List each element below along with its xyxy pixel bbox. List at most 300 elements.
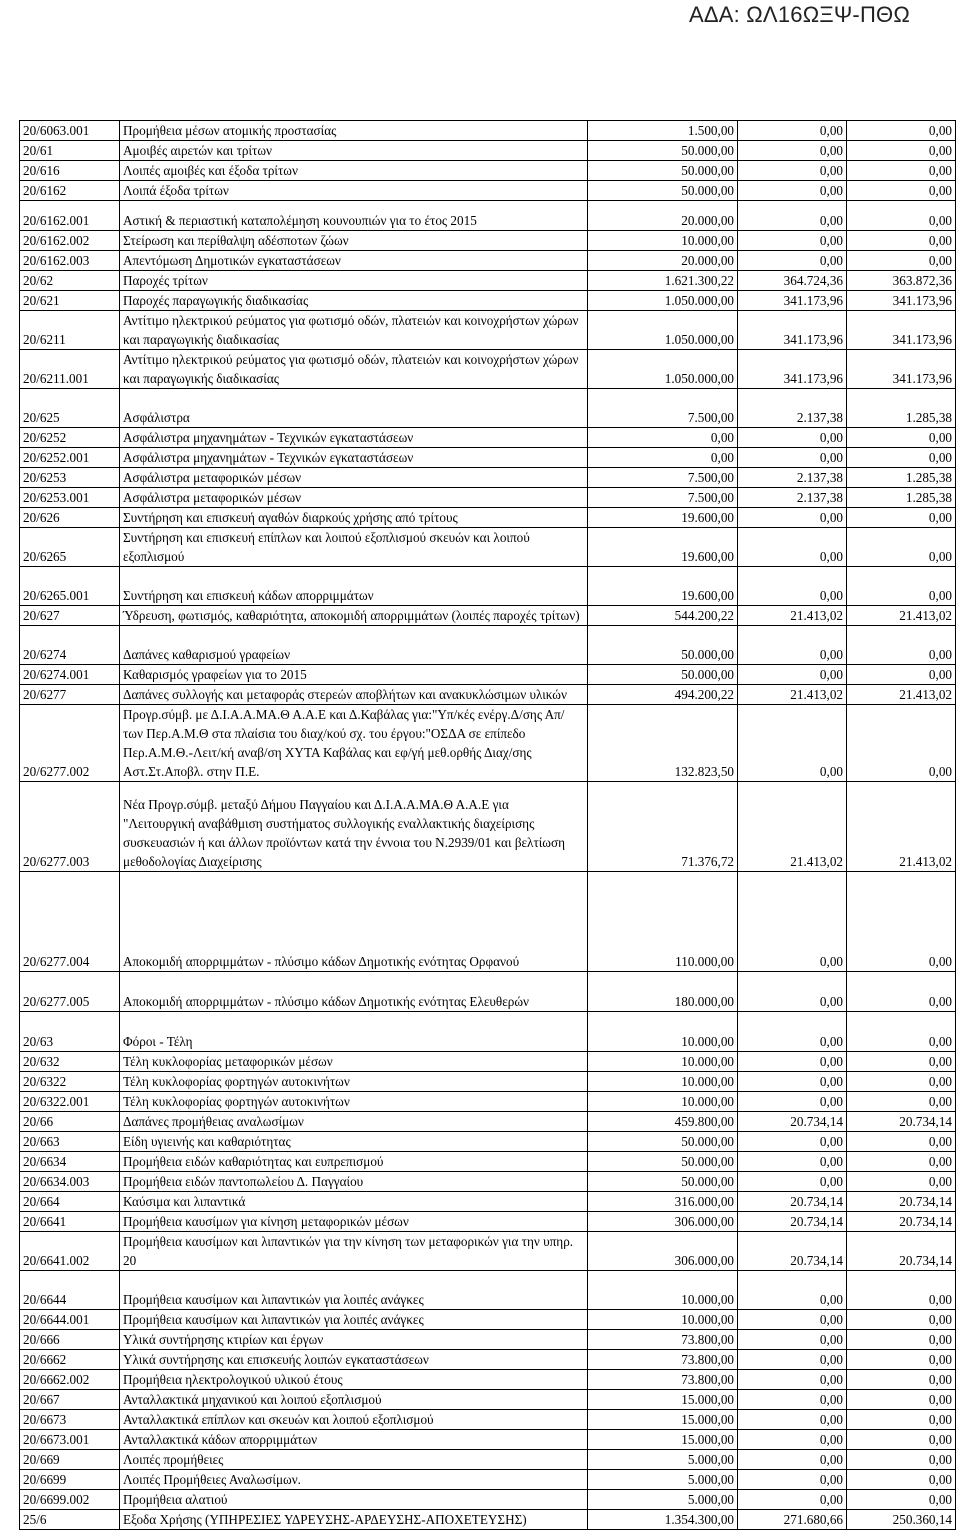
account-description: Εξοδα Χρήσης (ΥΠΗΡΕΣΙΕΣ ΥΔΡΕΥΣΗΣ-ΑΡΔΕΥΣΗΣ-ΑΠΟΧΕΤΕΥΣΗΣ) bbox=[120, 1510, 588, 1530]
budget-amount: 1.354.300,00 bbox=[588, 1510, 738, 1530]
budget-amount: 20.000,00 bbox=[588, 201, 738, 231]
account-code: 20/626 bbox=[20, 508, 120, 528]
committed-amount: 0,00 bbox=[738, 1350, 847, 1370]
budget-amount: 5.000,00 bbox=[588, 1450, 738, 1470]
account-code: 20/627 bbox=[20, 606, 120, 626]
committed-amount: 341.173,96 bbox=[738, 350, 847, 389]
account-description: Προμήθεια αλατιού bbox=[120, 1490, 588, 1510]
table-row bbox=[20, 1410, 956, 1430]
paid-amount: 0,00 bbox=[847, 626, 956, 665]
account-description: Παροχές παραγωγικής διαδικασίας bbox=[120, 291, 588, 311]
budget-amount: 1.050.000,00 bbox=[588, 350, 738, 389]
budget-amount: 15.000,00 bbox=[588, 1430, 738, 1450]
paid-amount: 0,00 bbox=[847, 1430, 956, 1450]
table-row bbox=[20, 1490, 956, 1510]
table-row bbox=[20, 291, 956, 311]
account-description: Αμοιβές αιρετών και τρίτων bbox=[120, 141, 588, 161]
budget-amount: 1.621.300,22 bbox=[588, 271, 738, 291]
table-row bbox=[20, 1152, 956, 1172]
committed-amount: 0,00 bbox=[738, 626, 847, 665]
budget-amount: 7.500,00 bbox=[588, 389, 738, 428]
paid-amount: 0,00 bbox=[847, 1271, 956, 1310]
budget-table-body bbox=[20, 121, 956, 1530]
account-code: 20/6253.001 bbox=[20, 488, 120, 508]
table-row bbox=[20, 201, 956, 231]
table-row bbox=[20, 121, 956, 141]
committed-amount: 21.413,02 bbox=[738, 685, 847, 705]
account-description: Αποκομιδή απορριμμάτων - πλύσιμο κάδων Δημοτικής ενότητας Ορφανού bbox=[120, 872, 588, 972]
committed-amount: 0,00 bbox=[738, 1330, 847, 1350]
account-code: 20/669 bbox=[20, 1450, 120, 1470]
account-code: 20/667 bbox=[20, 1390, 120, 1410]
account-code: 20/6063.001 bbox=[20, 121, 120, 141]
paid-amount: 0,00 bbox=[847, 705, 956, 782]
table-row bbox=[20, 389, 956, 428]
account-code: 20/66 bbox=[20, 1112, 120, 1132]
paid-amount: 0,00 bbox=[847, 1390, 956, 1410]
committed-amount: 0,00 bbox=[738, 1172, 847, 1192]
table-row bbox=[20, 1232, 956, 1271]
account-code: 20/6634 bbox=[20, 1152, 120, 1172]
paid-amount: 0,00 bbox=[847, 1350, 956, 1370]
committed-amount: 0,00 bbox=[738, 1012, 847, 1052]
budget-amount: 10.000,00 bbox=[588, 1271, 738, 1310]
budget-amount: 20.000,00 bbox=[588, 251, 738, 271]
table-row bbox=[20, 1370, 956, 1390]
committed-amount: 364.724,36 bbox=[738, 271, 847, 291]
account-code: 20/6274.001 bbox=[20, 665, 120, 685]
account-code: 20/6211 bbox=[20, 311, 120, 350]
table-row bbox=[20, 1072, 956, 1092]
table-row bbox=[20, 161, 956, 181]
committed-amount: 0,00 bbox=[738, 1052, 847, 1072]
committed-amount: 21.413,02 bbox=[738, 782, 847, 872]
table-row bbox=[20, 311, 956, 350]
account-code: 20/62 bbox=[20, 271, 120, 291]
account-code: 20/6634.003 bbox=[20, 1172, 120, 1192]
paid-amount: 0,00 bbox=[847, 161, 956, 181]
account-code: 20/6274 bbox=[20, 626, 120, 665]
committed-amount: 0,00 bbox=[738, 121, 847, 141]
table-row bbox=[20, 141, 956, 161]
account-code: 20/6252.001 bbox=[20, 448, 120, 468]
table-row bbox=[20, 350, 956, 389]
budget-amount: 132.823,50 bbox=[588, 705, 738, 782]
committed-amount: 271.680,66 bbox=[738, 1510, 847, 1530]
account-description: Αποκομιδή απορριμμάτων - πλύσιμο κάδων Δημοτικής ενότητας Ελευθερών bbox=[120, 972, 588, 1012]
committed-amount: 0,00 bbox=[738, 251, 847, 271]
paid-amount: 0,00 bbox=[847, 1310, 956, 1330]
account-description: Δαπάνες προμήθειας αναλωσίμων bbox=[120, 1112, 588, 1132]
account-code: 20/6644 bbox=[20, 1271, 120, 1310]
budget-amount: 459.800,00 bbox=[588, 1112, 738, 1132]
budget-amount: 50.000,00 bbox=[588, 626, 738, 665]
budget-amount: 0,00 bbox=[588, 448, 738, 468]
paid-amount: 0,00 bbox=[847, 1410, 956, 1430]
account-description: Τέλη κυκλοφορίας φορτηγών αυτοκινήτων bbox=[120, 1072, 588, 1092]
table-row bbox=[20, 972, 956, 1012]
committed-amount: 0,00 bbox=[738, 1490, 847, 1510]
account-code: 20/6277 bbox=[20, 685, 120, 705]
budget-amount: 71.376,72 bbox=[588, 782, 738, 872]
account-description: Τέλη κυκλοφορίας μεταφορικών μέσων bbox=[120, 1052, 588, 1072]
budget-amount: 73.800,00 bbox=[588, 1350, 738, 1370]
account-description: Παροχές τρίτων bbox=[120, 271, 588, 291]
committed-amount: 0,00 bbox=[738, 141, 847, 161]
paid-amount: 20.734,14 bbox=[847, 1112, 956, 1132]
committed-amount: 0,00 bbox=[738, 428, 847, 448]
account-description: Αστική & περιαστική καταπολέμηση κουνουπιών για το έτος 2015 bbox=[120, 201, 588, 231]
paid-amount: 0,00 bbox=[847, 508, 956, 528]
paid-amount: 0,00 bbox=[847, 231, 956, 251]
paid-amount: 0,00 bbox=[847, 1052, 956, 1072]
table-row bbox=[20, 1350, 956, 1370]
account-description: Προμήθεια καυσίμων για κίνηση μεταφορικών μέσων bbox=[120, 1212, 588, 1232]
committed-amount: 2.137,38 bbox=[738, 488, 847, 508]
paid-amount: 0,00 bbox=[847, 1132, 956, 1152]
budget-amount: 1.050.000,00 bbox=[588, 311, 738, 350]
account-code: 20/6277.004 bbox=[20, 872, 120, 972]
table-row bbox=[20, 1450, 956, 1470]
committed-amount: 0,00 bbox=[738, 705, 847, 782]
budget-amount: 19.600,00 bbox=[588, 508, 738, 528]
table-row bbox=[20, 872, 956, 972]
table-row bbox=[20, 1172, 956, 1192]
committed-amount: 341.173,96 bbox=[738, 311, 847, 350]
account-code: 20/625 bbox=[20, 389, 120, 428]
account-description: Προμήθεια μέσων ατομικής προστασίας bbox=[120, 121, 588, 141]
account-code: 20/666 bbox=[20, 1330, 120, 1350]
committed-amount: 0,00 bbox=[738, 231, 847, 251]
account-code: 20/6673 bbox=[20, 1410, 120, 1430]
committed-amount: 0,00 bbox=[738, 972, 847, 1012]
budget-amount: 50.000,00 bbox=[588, 665, 738, 685]
account-code: 20/6322 bbox=[20, 1072, 120, 1092]
paid-amount: 1.285,38 bbox=[847, 468, 956, 488]
paid-amount: 341.173,96 bbox=[847, 291, 956, 311]
account-code: 20/61 bbox=[20, 141, 120, 161]
table-row bbox=[20, 1510, 956, 1530]
account-description: Προμήθεια καυσίμων και λιπαντικών για την κίνηση των μεταφορικών για την υπηρ. 20 bbox=[120, 1232, 588, 1271]
budget-amount: 5.000,00 bbox=[588, 1470, 738, 1490]
committed-amount: 0,00 bbox=[738, 1092, 847, 1112]
paid-amount: 341.173,96 bbox=[847, 350, 956, 389]
budget-amount: 180.000,00 bbox=[588, 972, 738, 1012]
committed-amount: 0,00 bbox=[738, 1450, 847, 1470]
paid-amount: 0,00 bbox=[847, 428, 956, 448]
account-description: Λοιπές προμήθειες bbox=[120, 1450, 588, 1470]
paid-amount: 1.285,38 bbox=[847, 488, 956, 508]
table-row bbox=[20, 606, 956, 626]
account-description: Λοιπές αμοιβές και έξοδα τρίτων bbox=[120, 161, 588, 181]
budget-amount: 1.050.000,00 bbox=[588, 291, 738, 311]
budget-amount: 10.000,00 bbox=[588, 1012, 738, 1052]
account-description: Ύδρευση, φωτισμός, καθαριότητα, αποκομιδή απορριμμάτων (λοιπές παροχές τρίτων) bbox=[120, 606, 588, 626]
paid-amount: 21.413,02 bbox=[847, 685, 956, 705]
budget-amount: 50.000,00 bbox=[588, 1172, 738, 1192]
budget-amount: 19.600,00 bbox=[588, 528, 738, 567]
table-row bbox=[20, 251, 956, 271]
account-description: Λοιπά έξοδα τρίτων bbox=[120, 181, 588, 201]
table-row bbox=[20, 626, 956, 665]
account-description: Συντήρηση και επισκευή κάδων απορριμμάτων bbox=[120, 567, 588, 606]
budget-amount: 306.000,00 bbox=[588, 1232, 738, 1271]
budget-amount: 15.000,00 bbox=[588, 1390, 738, 1410]
committed-amount: 2.137,38 bbox=[738, 389, 847, 428]
committed-amount: 0,00 bbox=[738, 1390, 847, 1410]
account-code: 20/6252 bbox=[20, 428, 120, 448]
account-code: 20/632 bbox=[20, 1052, 120, 1072]
paid-amount: 1.285,38 bbox=[847, 389, 956, 428]
account-description: Τέλη κυκλοφορίας φορτηγών αυτοκινήτων bbox=[120, 1092, 588, 1112]
account-description: Καθαρισμός γραφείων για το 2015 bbox=[120, 665, 588, 685]
committed-amount: 0,00 bbox=[738, 1132, 847, 1152]
account-code: 20/6322.001 bbox=[20, 1092, 120, 1112]
table-row bbox=[20, 1271, 956, 1310]
committed-amount: 0,00 bbox=[738, 508, 847, 528]
paid-amount: 21.413,02 bbox=[847, 782, 956, 872]
budget-amount: 7.500,00 bbox=[588, 468, 738, 488]
paid-amount: 250.360,14 bbox=[847, 1510, 956, 1530]
table-row bbox=[20, 1430, 956, 1450]
paid-amount: 0,00 bbox=[847, 1072, 956, 1092]
budget-amount: 15.000,00 bbox=[588, 1410, 738, 1430]
budget-amount: 50.000,00 bbox=[588, 1152, 738, 1172]
budget-amount: 73.800,00 bbox=[588, 1330, 738, 1350]
account-description: Προμήθεια ειδών παντοπωλείου Δ. Παγγαίου bbox=[120, 1172, 588, 1192]
paid-amount: 0,00 bbox=[847, 1152, 956, 1172]
budget-amount: 110.000,00 bbox=[588, 872, 738, 972]
committed-amount: 2.137,38 bbox=[738, 468, 847, 488]
account-description: Είδη υγιεινής και καθαριότητας bbox=[120, 1132, 588, 1152]
budget-amount: 544.200,22 bbox=[588, 606, 738, 626]
account-description: Αντίτιμο ηλεκτρικού ρεύματος για φωτισμό οδών, πλατειών και κοινοχρήστων χώρων και παραγωγικής διαδικασίας bbox=[120, 350, 588, 389]
paid-amount: 20.734,14 bbox=[847, 1192, 956, 1212]
table-row bbox=[20, 1310, 956, 1330]
account-code: 20/6253 bbox=[20, 468, 120, 488]
account-description: Προμήθεια ειδών καθαριότητας και ευπρεπισμού bbox=[120, 1152, 588, 1172]
account-description: Ανταλλακτικά κάδων απορριμμάτων bbox=[120, 1430, 588, 1450]
account-description: Προγρ.σύμβ. με Δ.Ι.Α.Α.ΜΑ.Θ Α.Α.Ε και Δ.Καβάλας για:"Υπ/κές ενέργ.Δ/σης Απ/των Περ.Α.Μ.Θ στα πλαίσια του διαχ/κού σχ. του έργου:"ΟΣΔΑ σε επίπεδο Περ.Α.Μ.Θ.-Λειτ/κή αναβ/ση ΧΥΤΑ Καβάλας και εφ/γή μεθ.ορθής Διαχ/σης Αστ.Στ.Αποβλ. στην Π.Ε. bbox=[120, 705, 588, 782]
account-code: 20/6162.001 bbox=[20, 201, 120, 231]
paid-amount: 0,00 bbox=[847, 972, 956, 1012]
paid-amount: 0,00 bbox=[847, 1470, 956, 1490]
committed-amount: 20.734,14 bbox=[738, 1112, 847, 1132]
account-description: Καύσιμα και λιπαντικά bbox=[120, 1192, 588, 1212]
account-description: Ασφάλιστρα μηχανημάτων - Τεχνικών εγκαταστάσεων bbox=[120, 428, 588, 448]
committed-amount: 0,00 bbox=[738, 1430, 847, 1450]
paid-amount: 0,00 bbox=[847, 528, 956, 567]
account-description: Συντήρηση και επισκευή αγαθών διαρκούς χρήσης από τρίτους bbox=[120, 508, 588, 528]
account-code: 20/6265.001 bbox=[20, 567, 120, 606]
account-description: Νέα Προγρ.σύμβ. μεταξύ Δήμου Παγγαίου και Δ.Ι.Α.Α.ΜΑ.Θ Α.Α.Ε για "Λειτουργική αναβάθμιση συστήματος συλλογικής εναλλακτικής διαχείρισης συσκευασιών ή και άλλων προϊόντων κατά την έννοια του Ν.2939/01 και βελτίωση μεθοδολογίας Διαχείρισης bbox=[120, 782, 588, 872]
table-row bbox=[20, 271, 956, 291]
account-code: 20/6265 bbox=[20, 528, 120, 567]
budget-amount: 73.800,00 bbox=[588, 1370, 738, 1390]
paid-amount: 20.734,14 bbox=[847, 1212, 956, 1232]
budget-amount: 50.000,00 bbox=[588, 161, 738, 181]
account-code: 20/621 bbox=[20, 291, 120, 311]
budget-table bbox=[19, 120, 956, 1530]
budget-amount: 10.000,00 bbox=[588, 1072, 738, 1092]
table-row bbox=[20, 1192, 956, 1212]
account-code: 25/6 bbox=[20, 1510, 120, 1530]
committed-amount: 20.734,14 bbox=[738, 1212, 847, 1232]
table-row bbox=[20, 1212, 956, 1232]
budget-amount: 5.000,00 bbox=[588, 1490, 738, 1510]
account-code: 20/6277.002 bbox=[20, 705, 120, 782]
ada-code: ΑΔΑ: ΩΛ16ΩΞΨ-ΠΘΩ bbox=[689, 2, 910, 27]
paid-amount: 0,00 bbox=[847, 448, 956, 468]
account-description: Προμήθεια καυσίμων και λιπαντικών για λοιπές ανάγκες bbox=[120, 1310, 588, 1330]
table-row bbox=[20, 528, 956, 567]
account-description: Υλικά συντήρησης και επισκευής λοιπών εγκαταστάσεων bbox=[120, 1350, 588, 1370]
budget-amount: 316.000,00 bbox=[588, 1192, 738, 1212]
account-code: 20/616 bbox=[20, 161, 120, 181]
account-description: Ασφάλιστρα μηχανημάτων - Τεχνικών εγκαταστάσεων bbox=[120, 448, 588, 468]
account-code: 20/63 bbox=[20, 1012, 120, 1052]
table-row bbox=[20, 1092, 956, 1112]
account-description: Προμήθεια καυσίμων και λιπαντικών για λοιπές ανάγκες bbox=[120, 1271, 588, 1310]
account-description: Αντίτιμο ηλεκτρικού ρεύματος για φωτισμό οδών, πλατειών και κοινοχρήστων χώρων και παραγωγικής διαδικασίας bbox=[120, 311, 588, 350]
account-description: Προμήθεια ηλεκτρολογικού υλικού έτους bbox=[120, 1370, 588, 1390]
committed-amount: 0,00 bbox=[738, 1370, 847, 1390]
table-row bbox=[20, 508, 956, 528]
budget-amount: 306.000,00 bbox=[588, 1212, 738, 1232]
account-description: Υλικά συντήρησης κτιρίων και έργων bbox=[120, 1330, 588, 1350]
table-row bbox=[20, 685, 956, 705]
budget-amount: 0,00 bbox=[588, 428, 738, 448]
paid-amount: 0,00 bbox=[847, 181, 956, 201]
committed-amount: 341.173,96 bbox=[738, 291, 847, 311]
committed-amount: 20.734,14 bbox=[738, 1192, 847, 1212]
budget-amount: 7.500,00 bbox=[588, 488, 738, 508]
budget-amount: 50.000,00 bbox=[588, 181, 738, 201]
account-code: 20/6662.002 bbox=[20, 1370, 120, 1390]
account-code: 20/6699.002 bbox=[20, 1490, 120, 1510]
committed-amount: 0,00 bbox=[738, 1271, 847, 1310]
budget-amount: 19.600,00 bbox=[588, 567, 738, 606]
paid-amount: 0,00 bbox=[847, 1092, 956, 1112]
paid-amount: 0,00 bbox=[847, 251, 956, 271]
budget-amount: 10.000,00 bbox=[588, 1092, 738, 1112]
paid-amount: 0,00 bbox=[847, 1450, 956, 1470]
account-code: 20/6162.003 bbox=[20, 251, 120, 271]
table-row bbox=[20, 231, 956, 251]
account-description: Στείρωση και περίθαλψη αδέσποτων ζώων bbox=[120, 231, 588, 251]
table-row bbox=[20, 1112, 956, 1132]
table-row bbox=[20, 1390, 956, 1410]
committed-amount: 0,00 bbox=[738, 528, 847, 567]
committed-amount: 0,00 bbox=[738, 665, 847, 685]
table-row bbox=[20, 181, 956, 201]
table-row bbox=[20, 1012, 956, 1052]
paid-amount: 0,00 bbox=[847, 567, 956, 606]
table-row bbox=[20, 448, 956, 468]
paid-amount: 21.413,02 bbox=[847, 606, 956, 626]
table-row bbox=[20, 705, 956, 782]
paid-amount: 0,00 bbox=[847, 1012, 956, 1052]
paid-amount: 0,00 bbox=[847, 1330, 956, 1350]
paid-amount: 0,00 bbox=[847, 121, 956, 141]
committed-amount: 0,00 bbox=[738, 448, 847, 468]
account-description: Φόροι - Τέλη bbox=[120, 1012, 588, 1052]
account-description: Ασφάλιστρα bbox=[120, 389, 588, 428]
paid-amount: 0,00 bbox=[847, 1490, 956, 1510]
committed-amount: 0,00 bbox=[738, 872, 847, 972]
committed-amount: 0,00 bbox=[738, 567, 847, 606]
committed-amount: 0,00 bbox=[738, 1470, 847, 1490]
account-code: 20/6673.001 bbox=[20, 1430, 120, 1450]
account-description: Λοιπές Προμήθειες Αναλωσίμων. bbox=[120, 1470, 588, 1490]
paid-amount: 0,00 bbox=[847, 141, 956, 161]
committed-amount: 21.413,02 bbox=[738, 606, 847, 626]
account-code: 20/6211.001 bbox=[20, 350, 120, 389]
account-description: Συντήρηση και επισκευή επίπλων και λοιπού εξοπλισμού σκευών και λοιπού εξοπλισμού bbox=[120, 528, 588, 567]
account-code: 20/6277.005 bbox=[20, 972, 120, 1012]
account-code: 20/6162 bbox=[20, 181, 120, 201]
budget-amount: 494.200,22 bbox=[588, 685, 738, 705]
table-row bbox=[20, 567, 956, 606]
budget-amount: 10.000,00 bbox=[588, 1310, 738, 1330]
paid-amount: 0,00 bbox=[847, 665, 956, 685]
account-code: 20/663 bbox=[20, 1132, 120, 1152]
budget-amount: 50.000,00 bbox=[588, 141, 738, 161]
paid-amount: 0,00 bbox=[847, 872, 956, 972]
account-code: 20/6662 bbox=[20, 1350, 120, 1370]
account-code: 20/664 bbox=[20, 1192, 120, 1212]
committed-amount: 20.734,14 bbox=[738, 1232, 847, 1271]
committed-amount: 0,00 bbox=[738, 181, 847, 201]
budget-amount: 1.500,00 bbox=[588, 121, 738, 141]
table-row bbox=[20, 1052, 956, 1072]
committed-amount: 0,00 bbox=[738, 201, 847, 231]
paid-amount: 0,00 bbox=[847, 201, 956, 231]
committed-amount: 0,00 bbox=[738, 161, 847, 181]
budget-amount: 10.000,00 bbox=[588, 231, 738, 251]
account-code: 20/6641 bbox=[20, 1212, 120, 1232]
account-description: Ανταλλακτικά επίπλων και σκευών και λοιπού εξοπλισμού bbox=[120, 1410, 588, 1430]
table-row bbox=[20, 1330, 956, 1350]
committed-amount: 0,00 bbox=[738, 1410, 847, 1430]
account-code: 20/6277.003 bbox=[20, 782, 120, 872]
account-code: 20/6644.001 bbox=[20, 1310, 120, 1330]
account-description: Απεντόμωση Δημοτικών εγκαταστάσεων bbox=[120, 251, 588, 271]
account-code: 20/6162.002 bbox=[20, 231, 120, 251]
committed-amount: 0,00 bbox=[738, 1152, 847, 1172]
committed-amount: 0,00 bbox=[738, 1072, 847, 1092]
table-row bbox=[20, 665, 956, 685]
table-row bbox=[20, 1470, 956, 1490]
committed-amount: 0,00 bbox=[738, 1310, 847, 1330]
account-description: Δαπάνες συλλογής και μεταφοράς στερεών αποβλήτων και ανακυκλώσιμων υλικών bbox=[120, 685, 588, 705]
table-row bbox=[20, 1132, 956, 1152]
table-row bbox=[20, 468, 956, 488]
paid-amount: 341.173,96 bbox=[847, 311, 956, 350]
paid-amount: 20.734,14 bbox=[847, 1232, 956, 1271]
table-row bbox=[20, 428, 956, 448]
paid-amount: 363.872,36 bbox=[847, 271, 956, 291]
table-row bbox=[20, 488, 956, 508]
account-description: Ανταλλακτικά μηχανικού και λοιπού εξοπλισμού bbox=[120, 1390, 588, 1410]
account-code: 20/6699 bbox=[20, 1470, 120, 1490]
paid-amount: 0,00 bbox=[847, 1172, 956, 1192]
account-description: Δαπάνες καθαρισμού γραφείων bbox=[120, 626, 588, 665]
account-description: Ασφάλιστρα μεταφορικών μέσων bbox=[120, 468, 588, 488]
budget-amount: 10.000,00 bbox=[588, 1052, 738, 1072]
account-code: 20/6641.002 bbox=[20, 1232, 120, 1271]
account-description: Ασφάλιστρα μεταφορικών μέσων bbox=[120, 488, 588, 508]
